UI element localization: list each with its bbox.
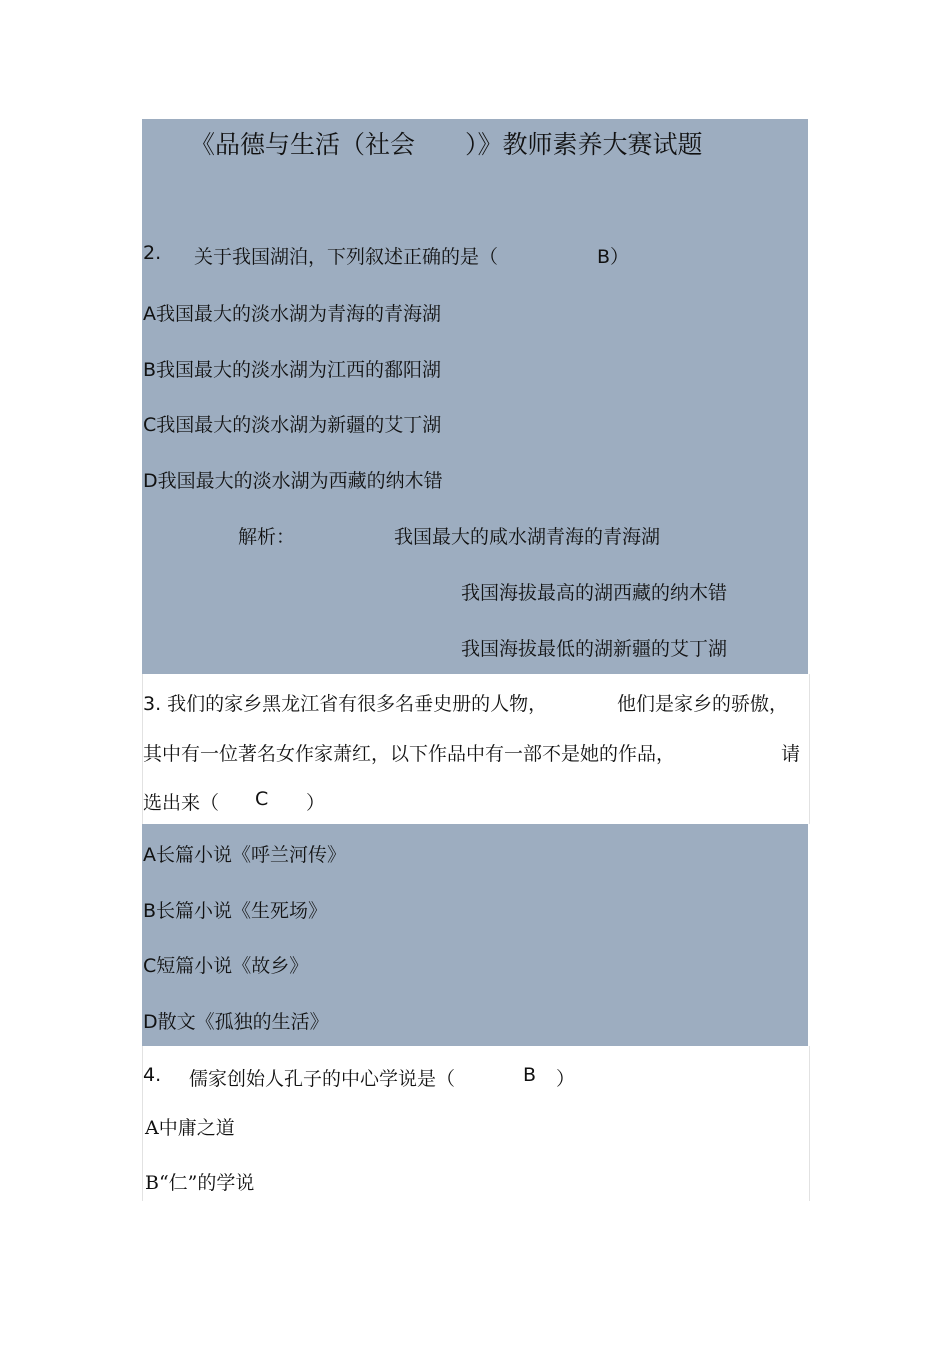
question-3-line-1b: 他们是家乡的骄傲， xyxy=(617,693,789,715)
question-3-answer: C xyxy=(255,788,269,810)
question-3-line-3a: 选出来（ xyxy=(143,792,220,814)
option-a: A长篇小说《呼兰河传》 xyxy=(143,844,346,866)
question-4-number: 4. xyxy=(143,1064,162,1086)
question-3-line-2a: 其中有一位著名女作家萧红，以下作品中有一部不是她的作品， xyxy=(143,743,676,765)
page-title: 《品德与生活（社会 ）》教师素养大赛试题 xyxy=(190,130,703,159)
analysis-line-3: 我国海拔最低的湖新疆的艾丁湖 xyxy=(461,638,728,660)
option-c: C短篇小说《故乡》 xyxy=(143,955,309,977)
option-b: B长篇小说《生死场》 xyxy=(143,900,328,922)
question-4-close: ） xyxy=(556,1068,576,1090)
analysis-line-1: 我国最大的咸水湖青海的青海湖 xyxy=(394,526,661,548)
analysis-label: 解析： xyxy=(238,526,296,548)
question-3-line-3b: ） xyxy=(306,792,326,814)
option-b: B“仁”的学说 xyxy=(145,1172,255,1194)
option-b: B我国最大的淡水湖为江西的鄱阳湖 xyxy=(143,359,442,381)
question-4-text: 儒家创始人孔子的中心学说是（ xyxy=(189,1068,456,1090)
question-2-number: 2. xyxy=(143,242,162,264)
question-3-line-1a: 3. 我们的家乡黑龙江省有很多名垂史册的人物， xyxy=(143,693,548,715)
question-4-answer: B xyxy=(523,1064,537,1086)
question-3-line-2b: 请 xyxy=(781,743,801,765)
question-2-text: 关于我国湖泊，下列叙述正确的是（ xyxy=(194,246,499,268)
analysis-line-2: 我国海拔最高的湖西藏的纳木错 xyxy=(461,582,728,604)
option-d: D散文《孤独的生活》 xyxy=(143,1011,329,1033)
option-a: A中庸之道 xyxy=(145,1117,235,1139)
option-d: D我国最大的淡水湖为西藏的纳木错 xyxy=(143,470,443,492)
option-a: A我国最大的淡水湖为青海的青海湖 xyxy=(143,303,441,325)
question-2-answer: B） xyxy=(597,246,630,268)
option-c: C我国最大的淡水湖为新疆的艾丁湖 xyxy=(143,414,442,436)
